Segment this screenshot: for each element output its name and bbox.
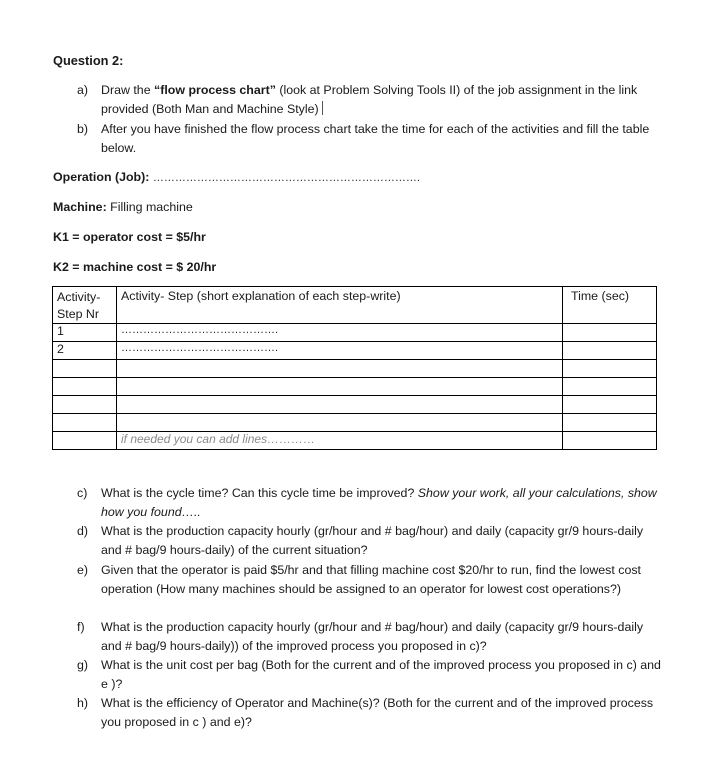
operation-dots: ………………………………………………………………. xyxy=(152,172,420,184)
text-cursor xyxy=(322,101,323,115)
item-c-label: c) xyxy=(77,486,88,500)
row-time[interactable] xyxy=(563,360,657,378)
table-row xyxy=(53,432,657,450)
item-d-label: d) xyxy=(77,524,89,538)
item-h-label: h) xyxy=(77,696,89,710)
table-header-row xyxy=(53,287,657,324)
item-b-text: After you have finished the flow process chart take the time for each of the activities and fill the table below. xyxy=(101,122,650,155)
row-nr xyxy=(53,432,117,450)
item-f-label: f) xyxy=(77,620,85,634)
header-step-nr: Activity- Step Nr xyxy=(53,287,117,324)
row-step-hint[interactable]: if needed you can add lines………… xyxy=(117,432,563,450)
machine-value: Filling machine xyxy=(106,200,193,214)
row-step[interactable]: ……………………………………. xyxy=(117,324,563,342)
item-g-label: g) xyxy=(77,658,89,672)
k1-operator-cost: K1 = operator cost = $5/hr xyxy=(53,230,206,244)
row-step[interactable] xyxy=(117,414,563,432)
table-row xyxy=(53,414,657,432)
row-nr xyxy=(53,360,117,378)
table-row xyxy=(53,378,657,396)
item-e-text: Given that the operator is paid $5/hr and that filling machine cost $20/hr to run, find the lowest cost operation (How many machines should be assigned to an operator for lowest cost operations?) xyxy=(101,563,641,596)
item-a-label: a) xyxy=(77,83,89,97)
table-row xyxy=(53,324,657,342)
header-step: Activity- Step (short explanation of each step-write) xyxy=(117,287,563,324)
item-e-label: e) xyxy=(77,563,89,577)
item-g xyxy=(77,656,667,694)
item-a-bold: “flow process chart” xyxy=(154,83,276,97)
row-time[interactable] xyxy=(563,432,657,450)
item-a-pre: Draw the xyxy=(101,83,155,97)
item-e xyxy=(77,561,667,599)
item-d xyxy=(77,522,667,560)
question-title: Question 2: xyxy=(53,53,124,68)
header-time: Time (sec) xyxy=(563,287,657,324)
operation-label: Operation (Job): xyxy=(53,170,150,184)
activity-table xyxy=(52,286,657,450)
row-time[interactable] xyxy=(563,396,657,414)
item-g-text: What is the unit cost per bag (Both for the current and of the improved process you proposed in c) and e )? xyxy=(101,658,661,691)
table-row xyxy=(53,360,657,378)
item-h xyxy=(77,694,667,732)
row-time[interactable] xyxy=(563,414,657,432)
item-f xyxy=(77,618,667,656)
row-nr xyxy=(53,414,117,432)
row-step[interactable]: ……………………………………. xyxy=(117,342,563,360)
row-nr xyxy=(53,378,117,396)
item-b-label: b) xyxy=(77,122,89,136)
machine-field xyxy=(53,200,193,214)
table-row xyxy=(53,342,657,360)
row-step[interactable] xyxy=(117,396,563,414)
item-c xyxy=(77,484,667,522)
machine-label: Machine: xyxy=(53,200,107,214)
item-a-post: (look at Problem Solving Tools II) of the job assignment in the link provided (Both Man and Machine Style) xyxy=(101,83,638,116)
row-nr xyxy=(53,396,117,414)
item-c-text: What is the cycle time? Can this cycle time be improved? xyxy=(101,486,418,500)
k2-machine-cost: K2 = machine cost = $ 20/hr xyxy=(53,260,217,274)
item-f-text: What is the production capacity hourly (gr/hour and # bag/hour) and daily (capacity gr/9 hours-daily and # bag/9 hours-daily)) of the improved process you proposed in c)? xyxy=(101,620,644,653)
item-h-text: What is the efficiency of Operator and Machine(s)? (Both for the current and of the improved process you proposed in c ) and e)? xyxy=(101,696,654,729)
item-d-text: What is the production capacity hourly (gr/hour and # bag/hour) and daily (capacity gr/9 hours-daily and # bag/9 hours-daily) of the current situation? xyxy=(101,524,644,557)
table-row xyxy=(53,396,657,414)
row-time[interactable] xyxy=(563,342,657,360)
item-c-italic: Show your work, all your calculations, show how you found….. xyxy=(101,486,657,519)
row-step[interactable] xyxy=(117,360,563,378)
row-nr: 1 xyxy=(53,324,117,342)
item-b xyxy=(77,120,667,158)
row-time[interactable] xyxy=(563,378,657,396)
item-a xyxy=(77,81,667,119)
row-nr: 2 xyxy=(53,342,117,360)
operation-field xyxy=(53,170,420,184)
row-step[interactable] xyxy=(117,378,563,396)
row-time[interactable] xyxy=(563,324,657,342)
